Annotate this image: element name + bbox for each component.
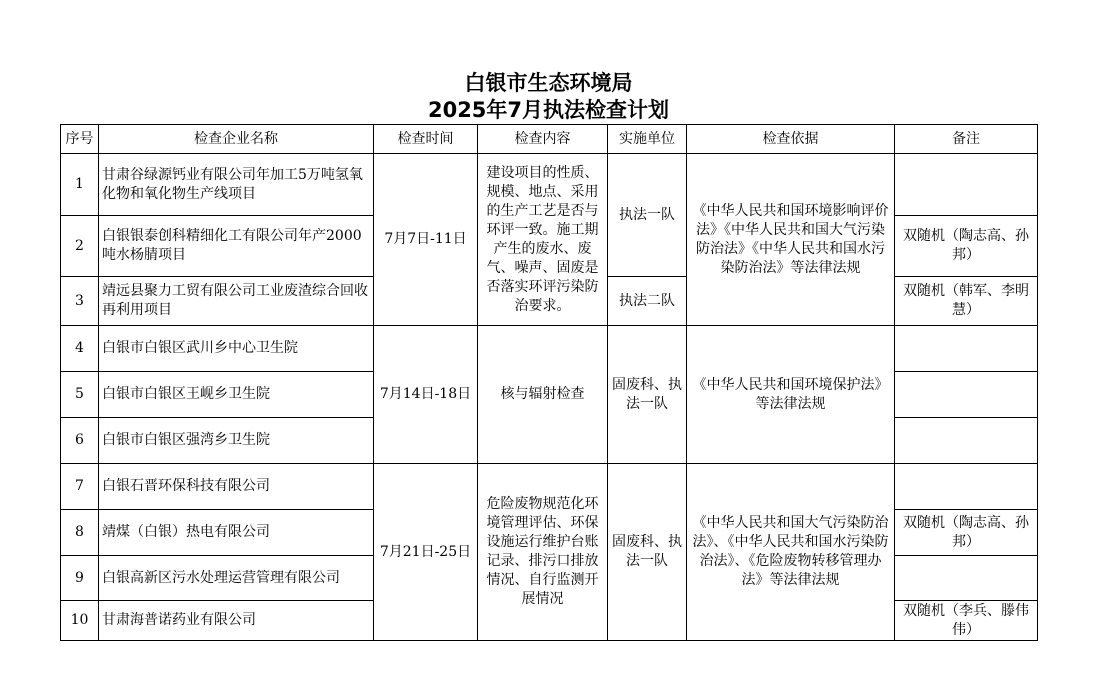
- company-name: 白银银泰创科精细化工有限公司年产2000 吨水杨腈项目: [99, 216, 374, 277]
- row-no: 6: [61, 418, 99, 464]
- header-content: 检查内容: [478, 125, 608, 154]
- inspection-basis: 《中华人民共和国环境影响评价法》《中华人民共和国大气污染防治法》《中华人民共和国水污染防治法》等法律法规: [687, 154, 895, 326]
- company-name: 白银市白银区强湾乡卫生院: [99, 418, 374, 464]
- table-row: [61, 464, 1038, 510]
- note: [895, 372, 1038, 418]
- table-row: [61, 326, 1038, 372]
- inspection-basis: 《中华人民共和国环境保护法》等法律法规: [687, 326, 895, 464]
- header-company: 检查企业名称: [99, 125, 374, 154]
- row-no: 5: [61, 372, 99, 418]
- row-no: 3: [61, 277, 99, 326]
- company-name: 靖远县聚力工贸有限公司工业废渣综合回收再利用项目: [99, 277, 374, 326]
- note: 双随机（陶志高、孙邦）: [895, 216, 1038, 277]
- inspection-content: 核与辐射检查: [478, 326, 608, 464]
- page-subtitle: 2025年7月执法检查计划: [427, 98, 670, 122]
- note: [895, 556, 1038, 601]
- row-no: 2: [61, 216, 99, 277]
- row-no: 4: [61, 326, 99, 372]
- company-name: 白银市白银区武川乡中心卫生院: [99, 326, 374, 372]
- implementing-unit: 固废科、执法一队: [608, 464, 687, 641]
- company-name: 白银石晋环保科技有限公司: [99, 464, 374, 510]
- inspection-content: 危险废物规范化环境管理评估、环保设施运行维护台账记录、排污口排放情况、自行监测开展情况: [478, 464, 608, 641]
- page-title: 白银市生态环境局: [464, 71, 633, 95]
- row-no: 8: [61, 510, 99, 556]
- note: 双随机（陶志高、孙邦）: [895, 510, 1038, 556]
- header-time: 检查时间: [374, 125, 478, 154]
- note: [895, 418, 1038, 464]
- table-row: [61, 154, 1038, 216]
- note: [895, 154, 1038, 216]
- inspection-time: 7月14日-18日: [374, 326, 478, 464]
- implementing-unit: 固废科、执法一队: [608, 326, 687, 464]
- note: 双随机（李兵、滕伟伟）: [895, 601, 1038, 641]
- row-no: 10: [61, 601, 99, 641]
- company-name: 白银市白银区王岘乡卫生院: [99, 372, 374, 418]
- company-name: 甘肃谷绿源钙业有限公司年加工5万吨氢氧化物和氧化物生产线项目: [99, 154, 374, 216]
- inspection-plan-table: [60, 124, 1038, 641]
- inspection-basis: 《中华人民共和国大气污染防治法》、《中华人民共和国水污染防治法》、《危险废物转移管理办法》等法律法规: [687, 464, 895, 641]
- row-no: 7: [61, 464, 99, 510]
- company-name: 靖煤（白银）热电有限公司: [99, 510, 374, 556]
- row-no: 9: [61, 556, 99, 601]
- header-note: 备注: [895, 125, 1038, 154]
- inspection-time: 7月7日-11日: [374, 154, 478, 326]
- inspection-time: 7月21日-25日: [374, 464, 478, 641]
- implementing-unit: 执法一队: [608, 154, 687, 277]
- header-unit: 实施单位: [608, 125, 687, 154]
- company-name: 白银高新区污水处理运营管理有限公司: [99, 556, 374, 601]
- header-basis: 检查依据: [687, 125, 895, 154]
- header-no: 序号: [61, 125, 99, 154]
- company-name: 甘肃海普诺药业有限公司: [99, 601, 374, 641]
- note: [895, 464, 1038, 510]
- implementing-unit: 执法二队: [608, 277, 687, 326]
- note: 双随机（韩军、李明慧）: [895, 277, 1038, 326]
- row-no: 1: [61, 154, 99, 216]
- inspection-content: 建设项目的性质、规模、地点、采用的生产工艺是否与环评一致。施工期产生的废水、废气、噪声、固废是否落实环评污染防治要求。: [478, 154, 608, 326]
- note: [895, 326, 1038, 372]
- header-row: [61, 125, 1038, 154]
